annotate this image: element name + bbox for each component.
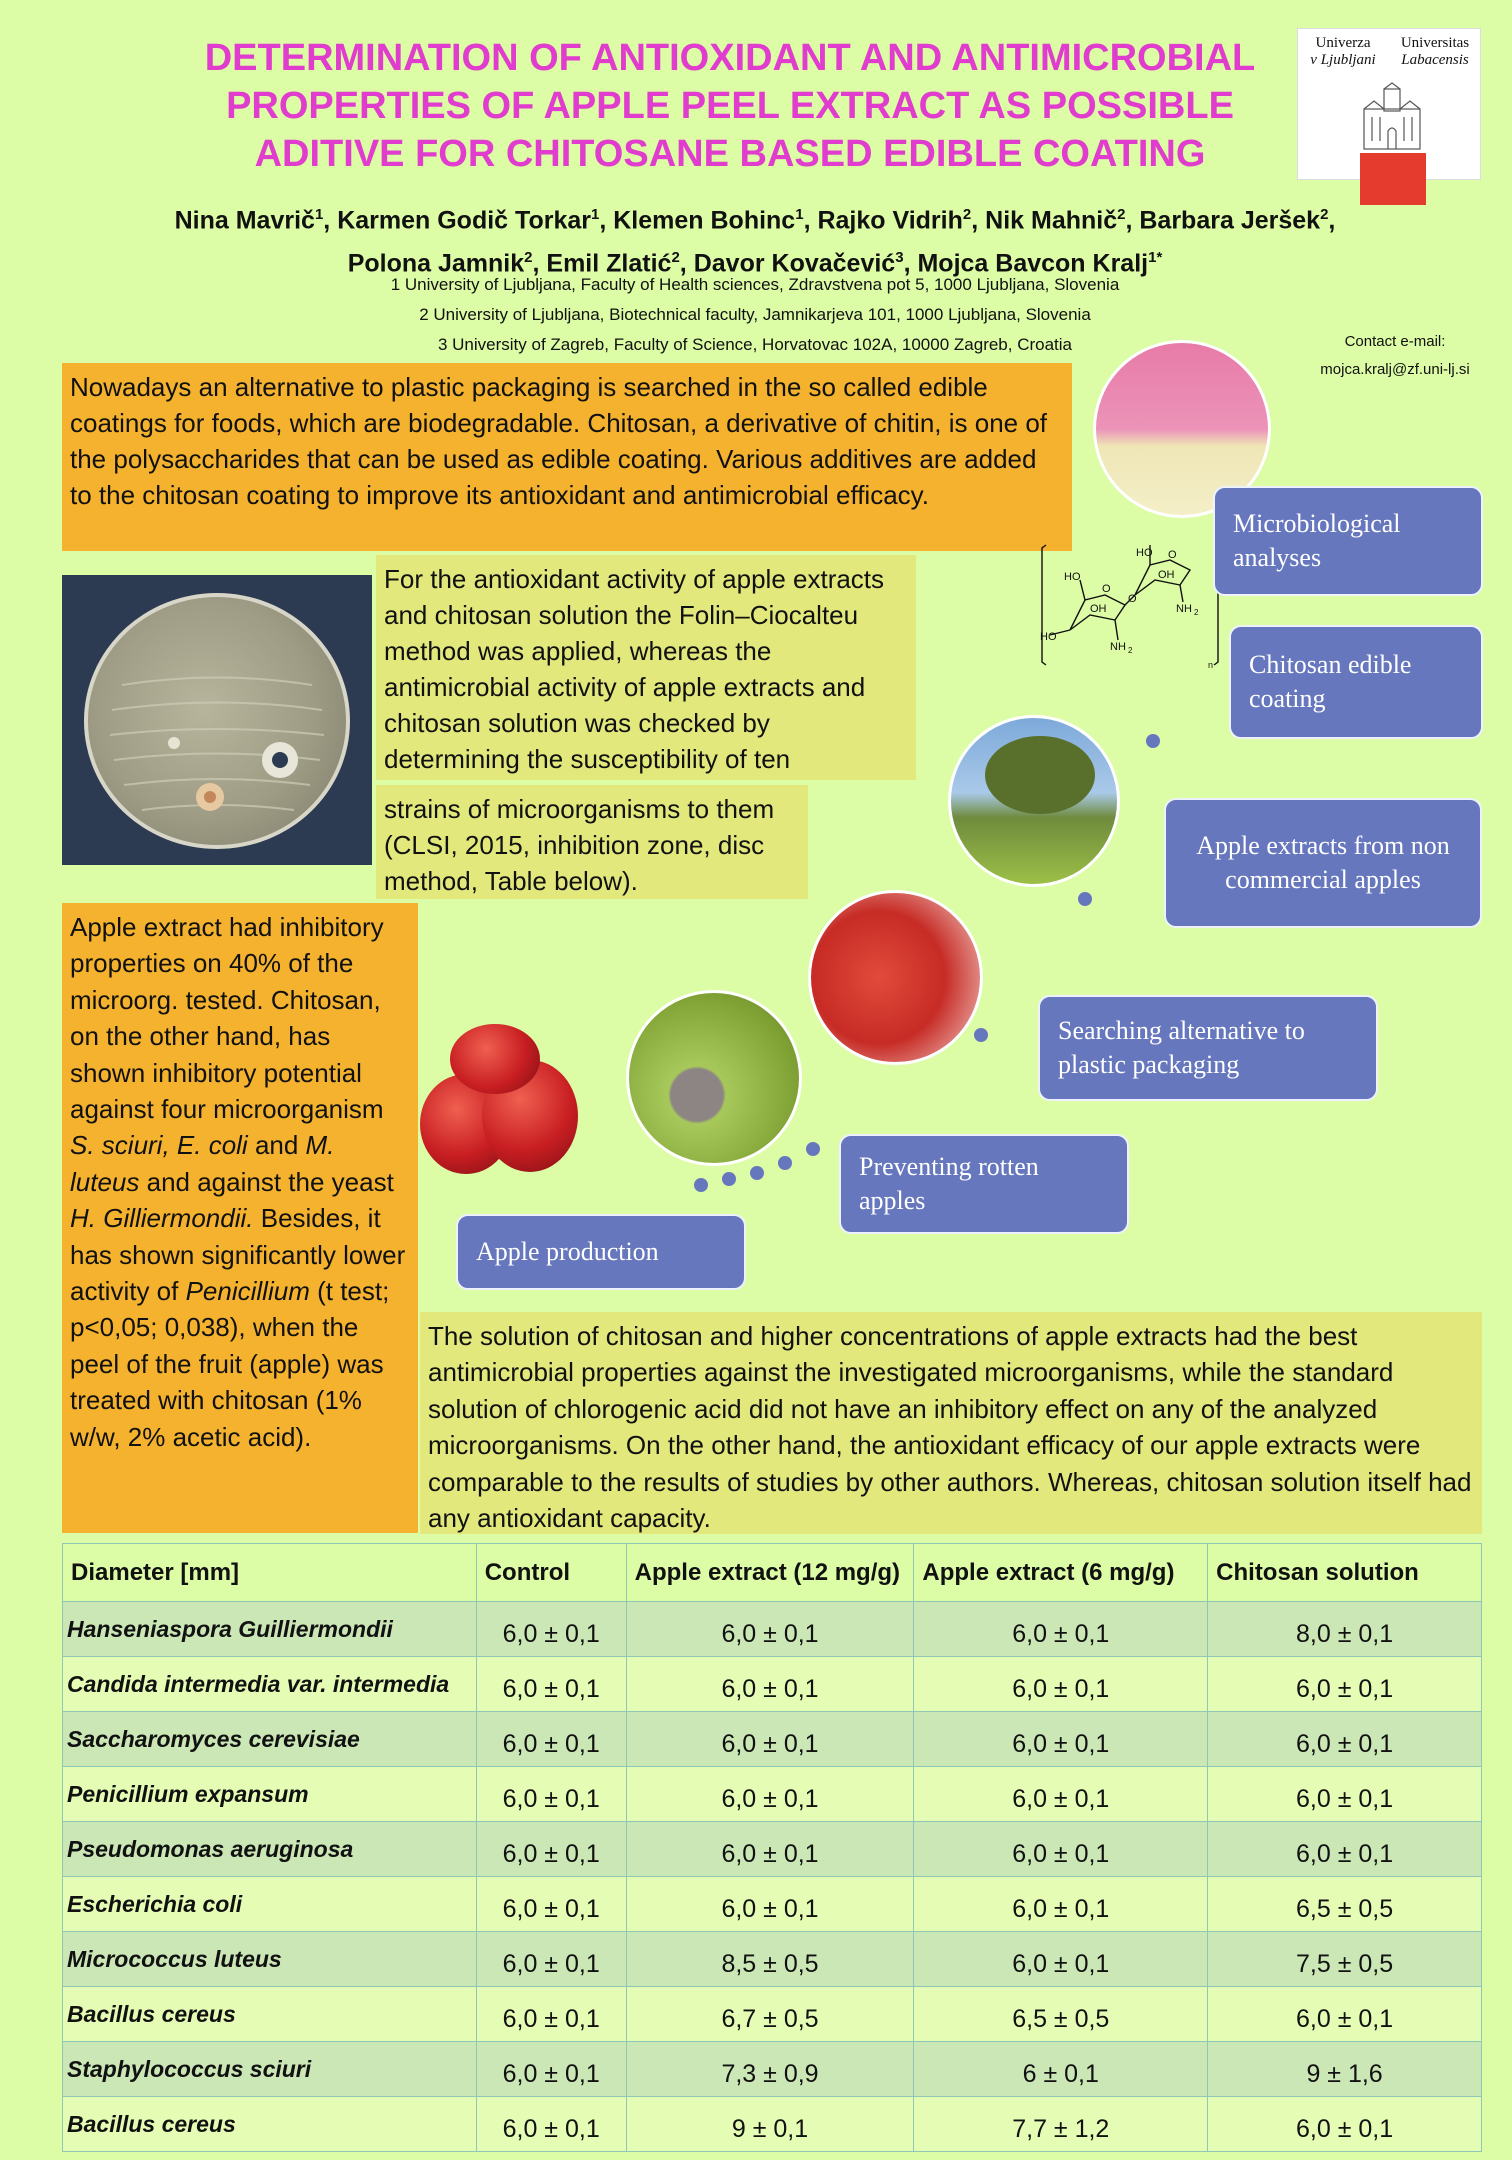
author-name: Klemen Bohinc: [613, 206, 796, 235]
connector-dot: [722, 1172, 736, 1186]
table-row: [63, 2042, 1482, 2097]
contact-info: [1300, 328, 1490, 384]
connector-dot: [806, 1142, 820, 1156]
cell-extract-6: 6 ± 0,1: [914, 2042, 1208, 2097]
table-row: [63, 1767, 1482, 1822]
results-organism-2: M. luteus: [70, 1130, 335, 1197]
red-apple-3: [450, 1024, 540, 1094]
label-ho-3: HO: [1040, 631, 1057, 643]
rotten-green-apples-photo: [626, 990, 802, 1166]
affiliation-3: 3 University of Zagreb, Faculty of Science, Horvatovac 102A, 10000 Zagreb, Croatia: [437, 335, 1073, 354]
logo-right-line-2: Labacensis: [1401, 52, 1469, 68]
label-searching-alternative: Searching alternative to plastic packaging: [1038, 995, 1378, 1101]
author-separator: ,: [679, 249, 694, 278]
label-o-1: O: [1102, 583, 1111, 595]
connector-dot: [1078, 892, 1092, 906]
table-row: [63, 2097, 1482, 2152]
cell-extract-12: 6,7 ± 0,5: [626, 1987, 914, 2042]
header-extract-12: Apple extract (12 mg/g): [626, 1544, 914, 1602]
author-name: Mojca Bavcon Kralj: [917, 249, 1149, 278]
university-logo: [1297, 28, 1481, 180]
author-affiliation-mark: 2: [1320, 206, 1329, 223]
author-name: Nik Mahnič: [985, 206, 1118, 235]
author-affiliation-mark: 2: [962, 206, 972, 223]
cell-control: 6,0 ± 0,1: [476, 1712, 626, 1767]
packaged-apples-photo: [808, 890, 983, 1065]
red-apples-photo: [420, 1024, 580, 1192]
title-line-3: ADITIVE FOR CHITOSANE BASED EDIBLE COATING: [254, 133, 1206, 175]
label-nh2-b-sub: 2: [1194, 608, 1199, 617]
author-name: Emil Zlatić: [546, 249, 672, 278]
connector-dot: [694, 1178, 708, 1192]
cell-extract-12: 6,0 ± 0,1: [626, 1767, 914, 1822]
label-apple-production: Apple production: [456, 1214, 746, 1290]
table-row: [63, 1877, 1482, 1932]
label-oh-2: OH: [1158, 569, 1175, 581]
cell-organism: Pseudomonas aeruginosa: [63, 1822, 477, 1877]
cell-extract-12: 7,3 ± 0,9: [626, 2042, 914, 2097]
author-affiliation-mark: 1: [314, 206, 324, 223]
cell-control: 6,0 ± 0,1: [476, 1822, 626, 1877]
results-organism-4: Penicillium: [185, 1276, 310, 1307]
author-separator: ,: [599, 206, 614, 235]
cell-chitosan: 6,0 ± 0,1: [1208, 1822, 1482, 1877]
logo-right-line-1: Universitas: [1400, 35, 1470, 51]
inhibition-zones: [62, 575, 372, 865]
cell-extract-12: 6,0 ± 0,1: [626, 1602, 914, 1657]
label-ho-2: HO: [1136, 547, 1153, 559]
author-affiliation-mark: 1: [590, 206, 600, 223]
results-text-1: Apple extract had inhibitory properties on 40% of the microorg. tested. Chitosan, on the other hand, has shown inhibitory potential against four microorganism: [70, 912, 384, 1125]
header-chitosan: Chitosan solution: [1208, 1544, 1482, 1602]
cell-organism: Penicillium expansum: [63, 1767, 477, 1822]
connector-dot: [974, 1028, 988, 1042]
author-affiliation-mark: 2: [524, 249, 533, 267]
cell-control: 6,0 ± 0,1: [476, 1877, 626, 1932]
label-preventing-rotten: Preventing rotten apples: [839, 1134, 1129, 1234]
author-name: Karmen Godič Torkar: [337, 206, 591, 235]
author-affiliation-mark: 2: [671, 249, 680, 267]
cell-extract-6: 7,7 ± 1,2: [914, 2097, 1208, 2152]
table-header-row: [63, 1544, 1482, 1602]
cell-organism: Bacillus cereus: [63, 1987, 477, 2042]
label-n: n: [1208, 660, 1214, 670]
cell-chitosan: 6,0 ± 0,1: [1208, 1712, 1482, 1767]
logo-left-line-1: Univerza: [1315, 35, 1371, 51]
author-separator: ,: [971, 206, 986, 235]
author-affiliation-mark: 2: [1117, 206, 1126, 223]
cell-extract-6: 6,0 ± 0,1: [914, 1822, 1208, 1877]
results-organism-3: H. Gilliermondii.: [70, 1203, 254, 1234]
label-nh2-b: NH: [1176, 603, 1192, 615]
methods-box-2: strains of microorganisms to them (CLSI, 2015, inhibition zone, disc method, Table below).: [376, 785, 808, 899]
cell-extract-6: 6,0 ± 0,1: [914, 1932, 1208, 1987]
results-box-right: The solution of chitosan and higher concentrations of apple extracts had the best antimicrobial properties against the investigated microorganisms, while the standard solution of chlorogenic acid did not have an inhibitory effect on any of the analyzed microorganisms. On the other hand, the antioxidant efficacy of our apple extracts were comparable to the results of studies by other authors. Whereas, chitosan solution itself had any antioxidant capacity.: [420, 1312, 1482, 1534]
author-name: Barbara Jeršek: [1139, 206, 1321, 235]
cell-extract-6: 6,0 ± 0,1: [914, 1712, 1208, 1767]
cell-chitosan: 9 ± 1,6: [1208, 2042, 1482, 2097]
author-name: Davor Kovačević: [693, 249, 896, 278]
cell-organism: Candida intermedia var. intermedia: [63, 1657, 477, 1712]
logo-left-line-2: v Ljubljani: [1310, 52, 1376, 68]
cell-extract-6: 6,0 ± 0,1: [914, 1657, 1208, 1712]
methods-box-1: For the antioxidant activity of apple extracts and chitosan solution the Folin–Ciocalteu method was applied, whereas the antimicrobial activity of apple extracts and chitosan solution was checked by determining the susceptibility of ten: [376, 555, 916, 780]
cell-control: 6,0 ± 0,1: [476, 1932, 626, 1987]
cell-organism: Bacillus cereus: [63, 2097, 477, 2152]
cell-extract-12: 6,0 ± 0,1: [626, 1657, 914, 1712]
cell-chitosan: 7,5 ± 0,5: [1208, 1932, 1482, 1987]
author-name: Nina Mavrič: [174, 206, 315, 235]
author-separator: ,: [532, 249, 547, 278]
table-row: [63, 1932, 1482, 1987]
author-separator: ,: [1328, 206, 1336, 235]
label-o-2: O: [1128, 593, 1137, 605]
apple-tree-photo: [948, 715, 1120, 887]
cell-chitosan: 6,5 ± 0,5: [1208, 1877, 1482, 1932]
chitosan-structure: [1040, 540, 1220, 670]
cell-control: 6,0 ± 0,1: [476, 1767, 626, 1822]
header-extract-6: Apple extract (6 mg/g): [914, 1544, 1208, 1602]
header-diameter: Diameter [mm]: [63, 1544, 477, 1602]
author-affiliation-mark: 1*: [1148, 249, 1163, 267]
table-row: [63, 1712, 1482, 1767]
cell-extract-6: 6,0 ± 0,1: [914, 1767, 1208, 1822]
cell-organism: Escherichia coli: [63, 1877, 477, 1932]
connector-dot: [778, 1156, 792, 1170]
header-control: Control: [476, 1544, 626, 1602]
contact-email[interactable]: mojca.kralj@zf.uni-lj.si: [1320, 361, 1470, 378]
table-row: [63, 1987, 1482, 2042]
cell-extract-12: 8,5 ± 0,5: [626, 1932, 914, 1987]
cell-extract-6: 6,0 ± 0,1: [914, 1602, 1208, 1657]
cell-extract-12: 9 ± 0,1: [626, 2097, 914, 2152]
affiliation-2: 2 University of Ljubljana, Biotechnical faculty, Jamnikarjeva 101, 1000 Ljubljana, Slovenia: [419, 305, 1091, 324]
cell-control: 6,0 ± 0,1: [476, 1987, 626, 2042]
cell-extract-12: 6,0 ± 0,1: [626, 1822, 914, 1877]
author-separator: ,: [903, 249, 918, 278]
cell-control: 6,0 ± 0,1: [476, 2042, 626, 2097]
logo-text-left: [1298, 35, 1388, 69]
results-text-2: and: [247, 1130, 306, 1161]
cell-organism: Hanseniaspora Guilliermondii: [63, 1602, 477, 1657]
results-text-5: (t test; p<0,05; 0,038), when the peel of the fruit (apple) was treated with chitosan (1% w/w, 2% acetic acid).: [70, 1276, 390, 1452]
connector-dot: [750, 1166, 764, 1180]
cell-organism: Saccharomyces cerevisiae: [63, 1712, 477, 1767]
connector-dot: [1146, 734, 1160, 748]
cell-chitosan: 6,0 ± 0,1: [1208, 1767, 1482, 1822]
cell-extract-6: 6,5 ± 0,5: [914, 1987, 1208, 2042]
title-line-2: PROPERTIES OF APPLE PEEL EXTRACT AS POSSIBLE: [226, 85, 1234, 127]
cell-control: 6,0 ± 0,1: [476, 1602, 626, 1657]
tree-crown: [985, 736, 1095, 814]
author-separator: ,: [323, 206, 338, 235]
cell-chitosan: 6,0 ± 0,1: [1208, 1657, 1482, 1712]
label-ho-1: HO: [1064, 571, 1081, 583]
label-apple-extracts: Apple extracts from non commercial apples: [1164, 798, 1482, 928]
cell-extract-12: 6,0 ± 0,1: [626, 1877, 914, 1932]
results-organisms-1: S. sciuri, E. coli: [70, 1130, 248, 1161]
author-affiliation-mark: 1: [795, 206, 804, 223]
cell-extract-6: 6,0 ± 0,1: [914, 1877, 1208, 1932]
contact-label: Contact e-mail:: [1344, 333, 1446, 350]
cell-organism: Staphylococcus sciuri: [63, 2042, 477, 2097]
title-line-1: DETERMINATION OF ANTIOXIDANT AND ANTIMICROBIAL: [204, 37, 1256, 79]
table-body: [63, 1602, 1482, 2152]
cell-chitosan: 6,0 ± 0,1: [1208, 1987, 1482, 2042]
logo-text-right: [1390, 35, 1480, 69]
inhibition-zone-table: [62, 1543, 1482, 2152]
table-row: [63, 1602, 1482, 1657]
cell-chitosan: 6,0 ± 0,1: [1208, 2097, 1482, 2152]
results-text-3: and against the yeast: [139, 1166, 394, 1197]
author-affiliation-mark: 3: [895, 249, 904, 267]
building-icon: [1356, 81, 1428, 153]
introduction-box: Nowadays an alternative to plastic packaging is searched in the so called edible coatings for foods, which are biodegradable. Chitosan, a derivative of chitin, is one of the polysaccharides that can be used as edible coating. Various additives are added to the chitosan coating to improve its antioxidant and antimicrobial efficacy.: [62, 363, 1072, 551]
label-o-3: O: [1168, 549, 1177, 561]
cell-control: 6,0 ± 0,1: [476, 2097, 626, 2152]
author-separator: ,: [803, 206, 818, 235]
poster-title: [80, 34, 1380, 178]
label-chitosan-edible-coating: Chitosan edible coating: [1229, 625, 1483, 739]
cell-control: 6,0 ± 0,1: [476, 1657, 626, 1712]
affiliation-1: 1 University of Ljubljana, Faculty of Health sciences, Zdravstvena pot 5, 1000 Ljubljana, Slovenia: [390, 275, 1120, 294]
label-oh-1: OH: [1090, 603, 1107, 615]
table-row: [63, 1657, 1482, 1712]
cell-chitosan: 8,0 ± 0,1: [1208, 1602, 1482, 1657]
label-nh2-a-sub: 2: [1128, 646, 1133, 655]
table-row: [63, 1822, 1482, 1877]
author-name: Polona Jamnik: [347, 249, 525, 278]
label-nh2-a: NH: [1110, 641, 1126, 653]
cell-extract-12: 6,0 ± 0,1: [626, 1712, 914, 1767]
results-box-left: [62, 903, 418, 1533]
label-microbiological-analyses: Microbiological analyses: [1213, 486, 1483, 596]
results-text-4: Besides, it has shown significantly lower activity of: [70, 1203, 406, 1307]
cell-organism: Micrococcus luteus: [63, 1932, 477, 1987]
petri-dish-photo: [62, 575, 372, 865]
author-separator: ,: [1125, 206, 1140, 235]
logo-red-block: [1360, 153, 1426, 205]
author-name: Rajko Vidrih: [817, 206, 963, 235]
